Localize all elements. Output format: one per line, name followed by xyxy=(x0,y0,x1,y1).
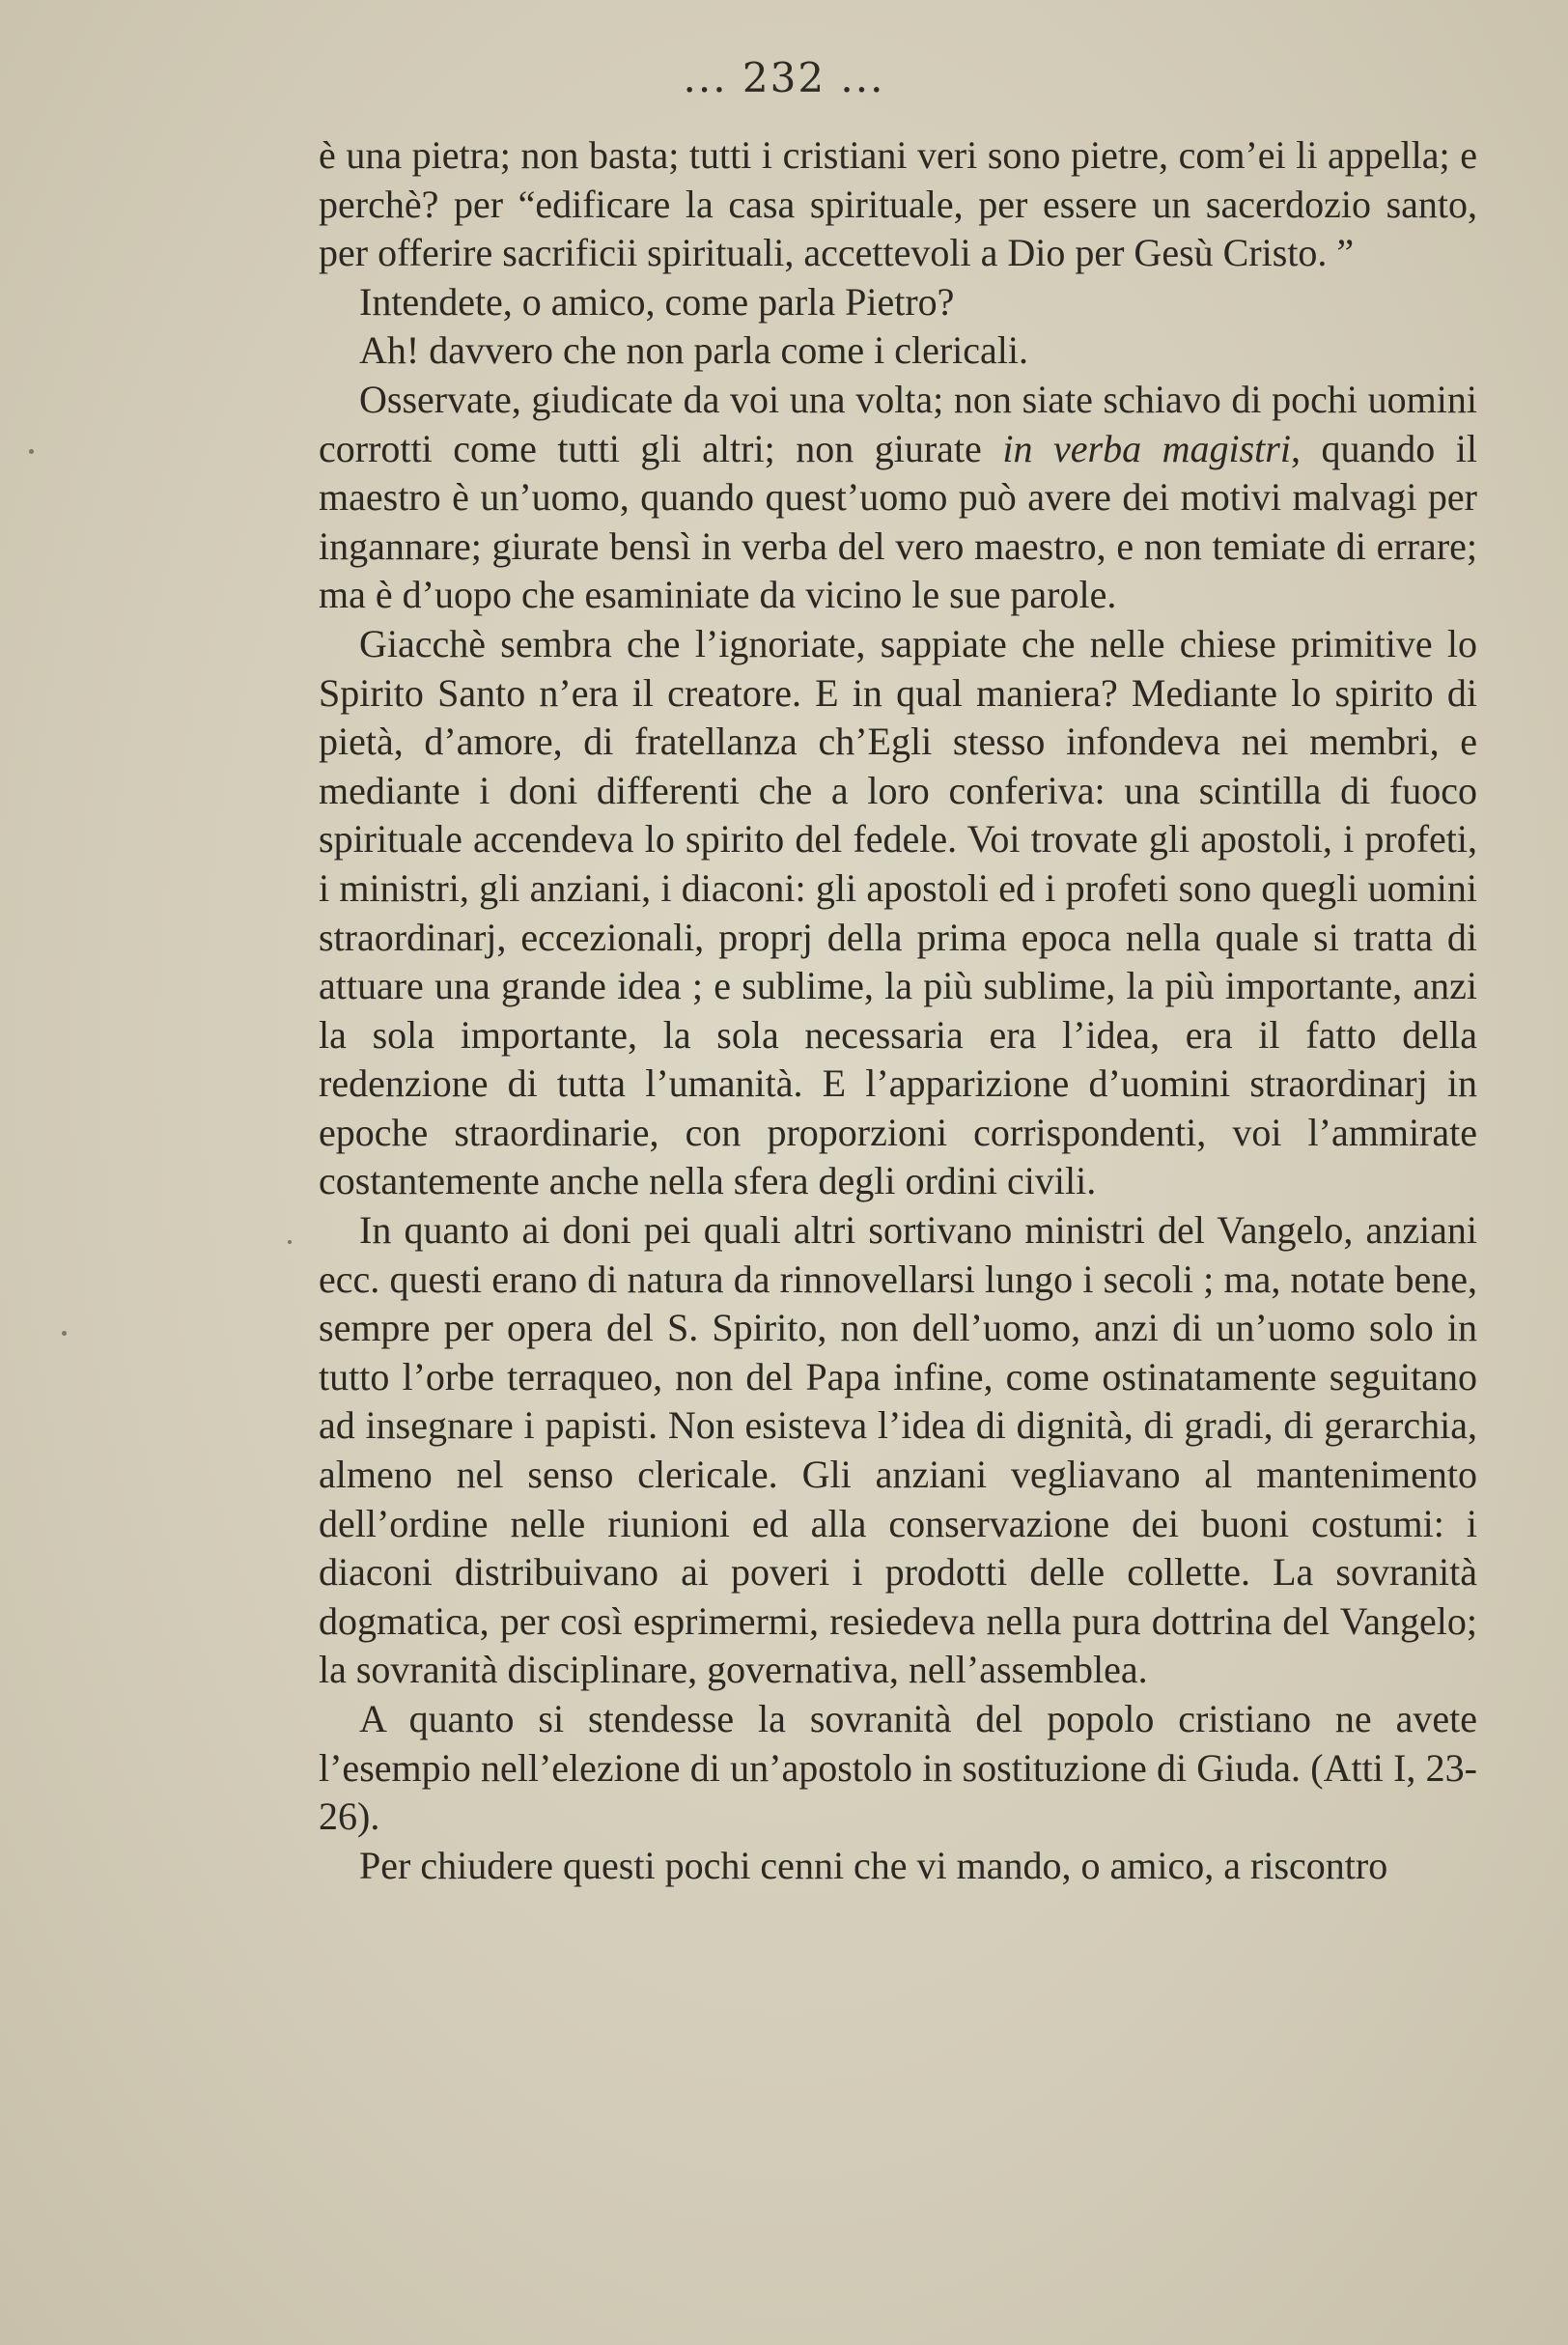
paper-speck xyxy=(288,1240,292,1244)
paper-speck xyxy=(62,1331,67,1336)
body-text xyxy=(319,131,1477,1890)
paragraph xyxy=(319,620,1477,1206)
paragraph xyxy=(319,131,1477,278)
text-segment: In quanto ai doni pei quali altri sortivano ministri del Vangelo, anziani ecc. questi erano di natura da rinnovellarsi lungo i secoli ; ma, notate bene, sempre per opera del S. Spirito, non dell’uomo, anzi di un’uomo solo in tutto l’orbe terraqueo, non del Papa infine, come ostinatamente seguitano ad insegnare i papisti. Non esisteva l’idea di dignità, di gradi, di gerarchia, almeno nel senso clericale. Gli anziani vegliavano al mantenimento dell’ordine nelle riunioni ed alla conservazione dei buoni costumi: i diaconi distribuivano ai poveri i prodotti delle collette. La sovranità dogmatica, per così esprimermi, resiedeva nella pura dottrina del Vangelo; la sovranità disciplinare, governativa, nell’assemblea. xyxy=(319,1208,1477,1692)
text-segment: Intendete, o amico, come parla Pietro? xyxy=(359,279,955,324)
paragraph xyxy=(319,1695,1477,1842)
paragraph xyxy=(319,1206,1477,1695)
paragraph xyxy=(319,326,1477,376)
text-segment: Osservate, giudicate da voi una volta; non siate schiavo di pochi uomini corrotti come tutti gli altri; non giurate xyxy=(319,377,1477,470)
text-segment: A quanto si stendesse la sovranità del popolo cristiano ne avete l’esempio nell’elezione di un’apostolo in sostituzione di Giuda. (Atti I, 23-26). xyxy=(319,1697,1477,1839)
text-segment: Per chiudere questi pochi cenni che vi mando, o amico, a riscontro xyxy=(359,1843,1388,1887)
paragraph xyxy=(319,376,1477,620)
page-number: ... 232 ... xyxy=(683,54,885,101)
italic-phrase: in verba magistri xyxy=(1002,426,1291,470)
paragraph xyxy=(319,1842,1477,1891)
paragraph xyxy=(319,278,1477,327)
text-segment: è una pietra; non basta; tutti i cristiani veri sono pietre, com’ei li appella; e perchè? per “edificare la casa spirituale, per essere un sacerdozio santo, per offerire sacrificii spirituali, accettevoli a Dio per Gesù Cristo. ” xyxy=(319,133,1477,275)
text-segment: , quando il maestro è un’uomo, quando quest’uomo può avere dei motivi malvagi per ingannare; giurate bensì in verba del vero maestro, e non temiate di errare; ma è d’uopo che esaminiate da vicino le sue parole. xyxy=(319,426,1477,617)
text-segment: Giacchè sembra che l’ignoriate, sappiate che nelle chiese primitive lo Spirito Santo n’era il creatore. E in qual maniera? Mediante lo spirito di pietà, d’amore, di fratellanza ch’Egli stesso infondeva nei membri, e mediante i doni differenti che a loro conferiva: una scintilla di fuoco spirituale accendeva lo spirito del fedele. Voi trovate gli apostoli, i profeti, i ministri, gli anziani, i diaconi: gli apostoli ed i profeti sono quegli uomini straordinarj, eccezionali, proprj della prima epoca nella quale si tratta di attuare una grande idea ; e sublime, la più sublime, la più importante, anzi la sola importante, la sola necessaria era l’idea, era il fatto della redenzione di tutta l’umanità. E l’apparizione d’uomini straordinarj in epoche straordinarie, con proporzioni corrispondenti, voi l’ammirate costantemente anche nella sfera degli ordini civili. xyxy=(319,621,1477,1203)
text-segment: Ah! davvero che non parla come i clericali. xyxy=(359,328,1029,373)
paper-speck xyxy=(29,449,34,454)
